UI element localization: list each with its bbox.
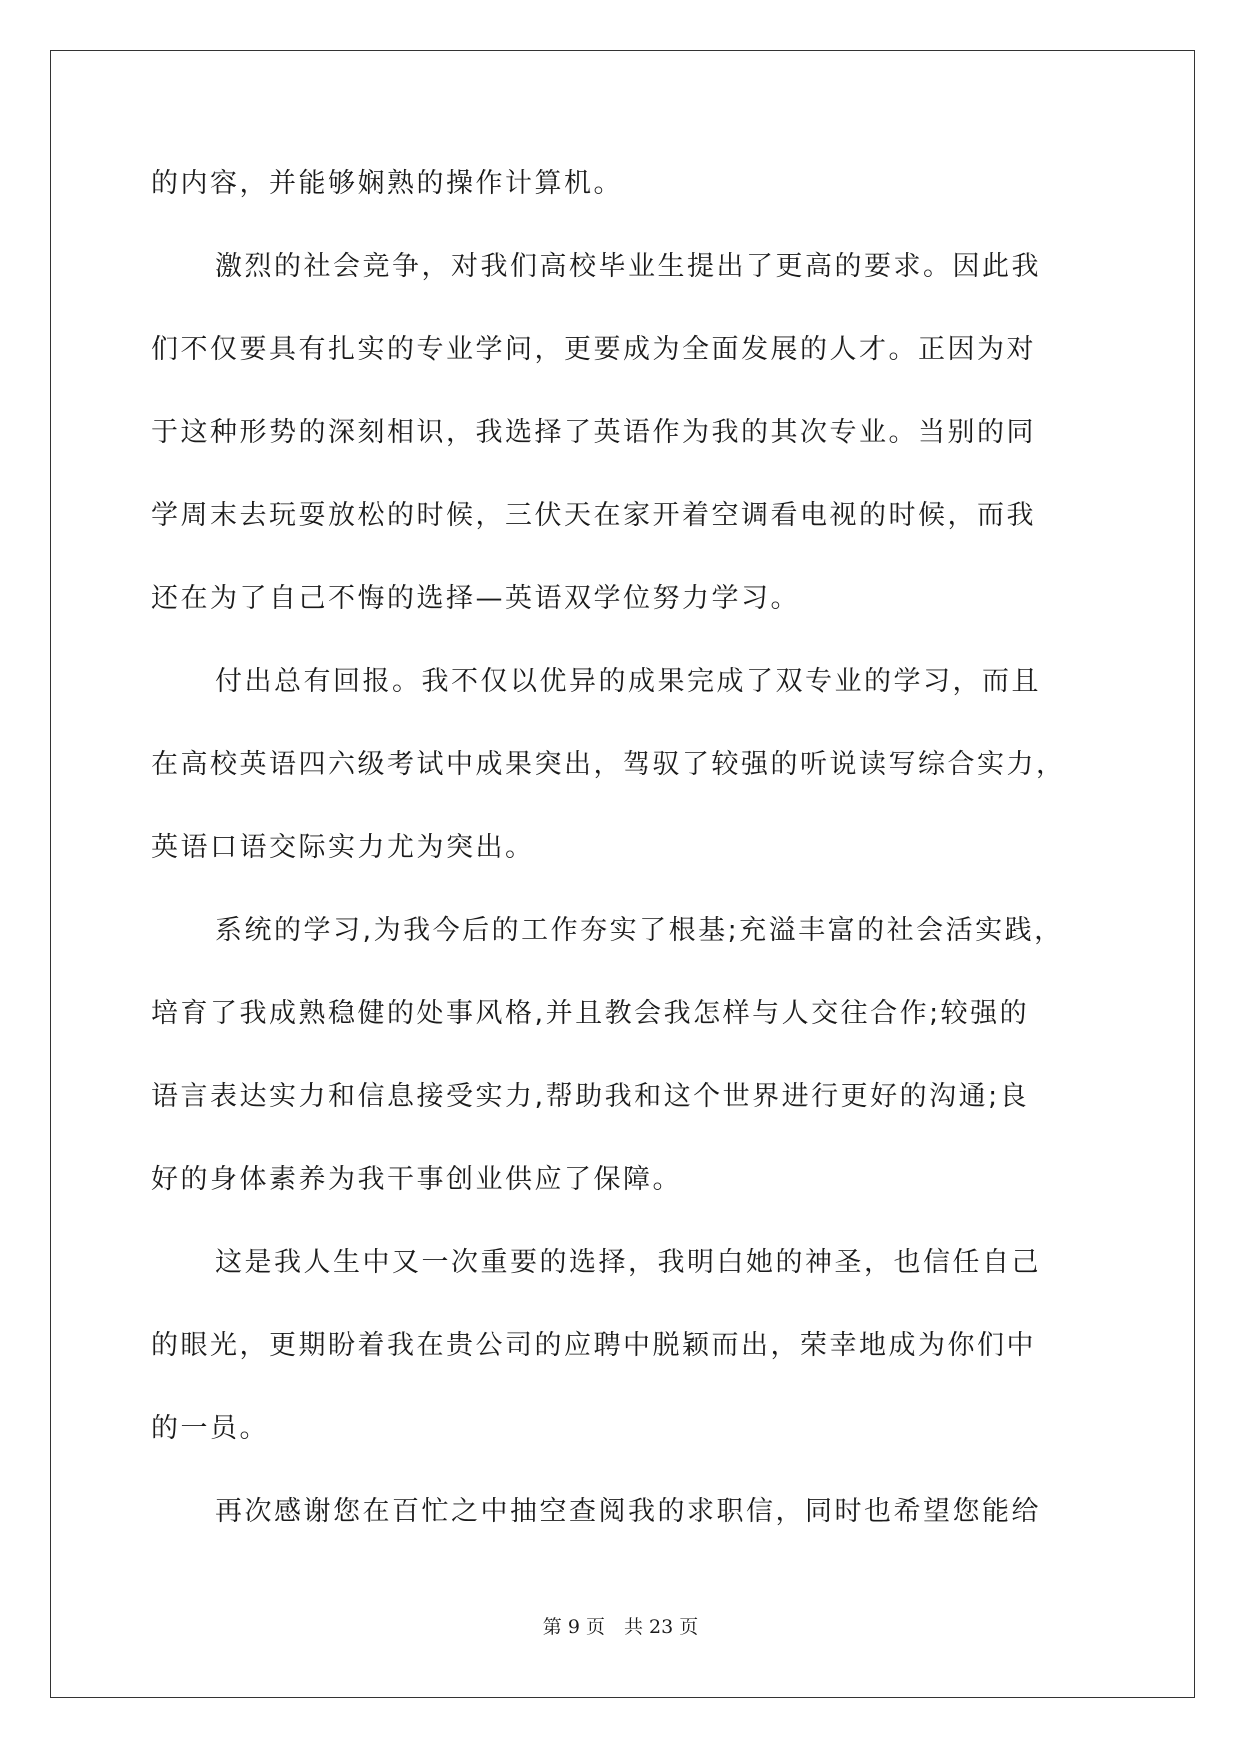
text-line: 英语口语交际实力尤为突出。 — [151, 832, 535, 863]
text-line: 的眼光，更期盼着我在贵公司的应聘中脱颖而出，荣幸地成为你们中 — [151, 1330, 1036, 1361]
text-line: 的一员。 — [151, 1413, 269, 1444]
text-line: 培育了我成熟稳健的处事风格,并且教会我怎样与人交往合作;较强的 — [151, 998, 1030, 1029]
text-line: 于这种形势的深刻相识，我选择了英语作为我的其次专业。当别的同 — [151, 417, 1036, 448]
text-line: 好的身体素养为我干事创业供应了保障。 — [151, 1164, 682, 1195]
text-line: 语言表达实力和信息接受实力,帮助我和这个世界进行更好的沟通;良 — [151, 1081, 1030, 1112]
document-body — [151, 158, 1091, 1569]
text-line: 在高校英语四六级考试中成果突出，驾驭了较强的听说读写综合实力， — [151, 749, 1066, 780]
text-line: 激烈的社会竞争，对我们高校毕业生提出了更高的要求。因此我 — [215, 251, 1041, 282]
page-number-footer: 第 9 页 共 23 页 — [542, 1616, 699, 1638]
text-line: 学周末去玩耍放松的时候，三伏天在家开着空调看电视的时候，而我 — [151, 500, 1036, 531]
text-line: 付出总有回报。我不仅以优异的成果完成了双专业的学习，而且 — [215, 666, 1041, 697]
text-line: 的内容，并能够娴熟的操作计算机。 — [151, 168, 623, 199]
text-line: 们不仅要具有扎实的专业学问，更要成为全面发展的人才。正因为对 — [151, 334, 1036, 365]
text-line: 系统的学习,为我今后的工作夯实了根基;充溢丰富的社会活实践， — [215, 915, 1064, 946]
text-line: 这是我人生中又一次重要的选择，我明白她的神圣，也信任自己 — [215, 1247, 1041, 1278]
text-line: 还在为了自己不悔的选择—英语双学位努力学习。 — [151, 583, 800, 614]
text-line: 再次感谢您在百忙之中抽空查阅我的求职信，同时也希望您能给 — [215, 1496, 1041, 1527]
